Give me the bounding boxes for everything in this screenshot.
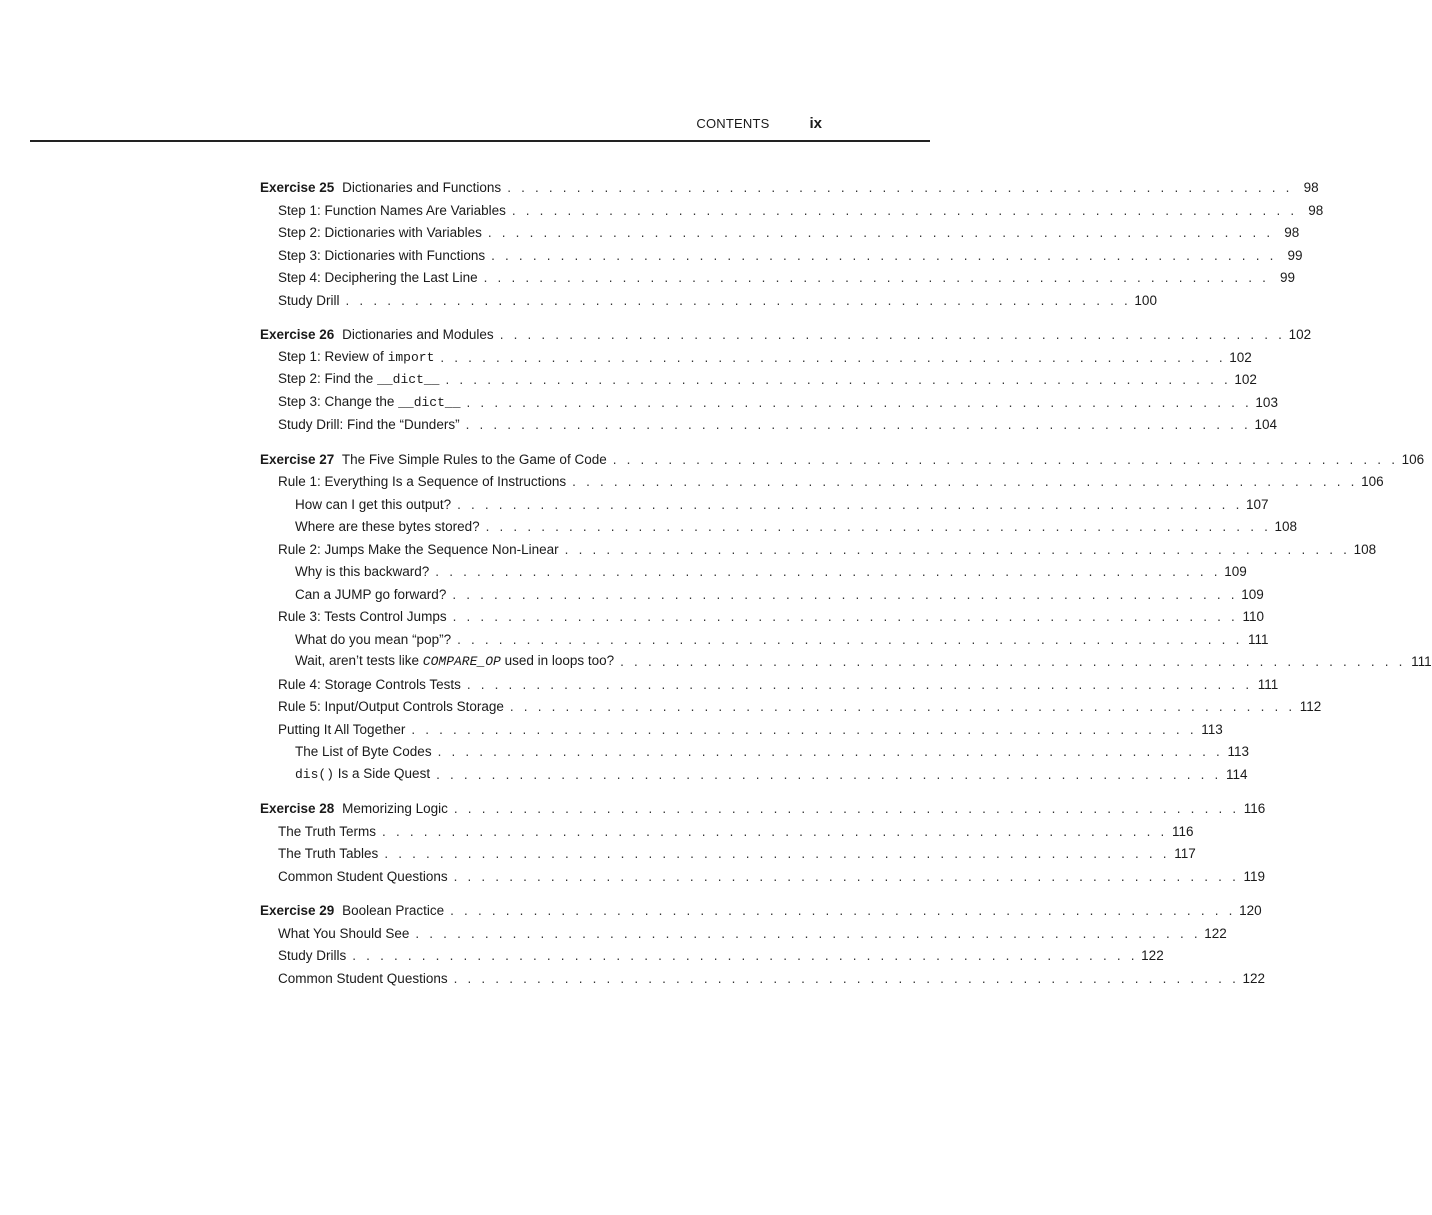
toc-entry-title: Rule 3: Tests Control Jumps [278, 609, 447, 624]
dot-leader: . . . . . . . . . . . . . . . . . . . . . . . . . . . . . . . . . . . . . . . . . . . . . . . . . . . . . . . . . [612, 451, 1399, 467]
toc-subentry[interactable] [260, 516, 1298, 539]
dot-leader: . . . . . . . . . . . . . . . . . . . . . . . . . . . . . . . . . . . . . . . . . . . . . . . . . . . . . . . . . [564, 541, 1351, 557]
toc-page-number: 107 [1246, 496, 1269, 512]
code-term: import [387, 349, 435, 365]
toc-page-number: 102 [1234, 372, 1257, 387]
toc-entry-title: Step 2: Find the [278, 371, 378, 386]
toc-page-number: 103 [1255, 394, 1278, 410]
toc-entry-title: Can a JUMP go forward? [295, 586, 447, 602]
toc-page-number: 120 [1239, 903, 1262, 918]
toc-page-number: 108 [1274, 519, 1298, 534]
toc-entry-title-suffix: used in loops too? [500, 653, 615, 668]
toc-page-number: 99 [1280, 270, 1296, 285]
toc-entry-exercise-26[interactable] [260, 324, 1312, 347]
toc-entry-title: Why is this backward? [295, 564, 430, 579]
page-number: ix [809, 115, 822, 132]
toc-entry[interactable] [260, 471, 1384, 494]
dot-leader: . . . . . . . . . . . . . . . . . . . . . . . . . . . . . . . . . . . . . . . . . . . . . . . . . . . . . . . . . [437, 744, 1224, 759]
toc-page-number: 116 [1171, 823, 1194, 839]
toc-entry[interactable] [260, 945, 1164, 968]
toc-subentry[interactable] [260, 651, 1432, 674]
toc-page-number: 122 [1204, 925, 1227, 941]
toc-entry[interactable] [260, 392, 1278, 415]
toc-page-number: 102 [1229, 349, 1252, 365]
exercise-title: Memorizing Logic [342, 801, 448, 816]
dot-leader: . . . . . . . . . . . . . . . . . . . . . . . . . . . . . . . . . . . . . . . . . . . . . . . . . . . . . . . . . [384, 846, 1170, 861]
exercise-number: Exercise 25 [260, 180, 335, 195]
dot-leader: . . . . . . . . . . . . . . . . . . . . . . . . . . . . . . . . . . . . . . . . . . . . . . . . . . . . . . . . . [485, 519, 1272, 534]
dot-leader: . . . . . . . . . . . . . . . . . . . . . . . . . . . . . . . . . . . . . . . . . . . . . . . . . . . . . . . . . [450, 903, 1236, 918]
toc-entry-title: Study Drills [278, 948, 347, 963]
toc-page-number: 108 [1353, 541, 1377, 557]
toc-entry-exercise-25[interactable] [260, 177, 1319, 200]
exercise-title: Dictionaries and Modules [342, 327, 494, 342]
dot-leader: . . . . . . . . . . . . . . . . . . . . . . . . . . . . . . . . . . . . . . . . . . . . . . . . . . . . . . . . . [436, 766, 1222, 782]
code-term: __dict__ [398, 394, 461, 410]
toc-entry-title: The Truth Terms [278, 823, 377, 839]
toc-page-number: 112 [1299, 699, 1322, 714]
dot-leader: . . . . . . . . . . . . . . . . . . . . . . . . . . . . . . . . . . . . . . . . . . . . . . . . . . . . . . . . . [483, 270, 1270, 285]
toc-page-number: 109 [1241, 586, 1264, 602]
toc-page-number: 98 [1303, 180, 1319, 195]
toc-entry-title: Study Drill: Find the “Dunders” [278, 417, 460, 432]
toc-entry-title: Rule 4: Storage Controls Tests [278, 676, 461, 692]
toc-section-exercise-25 [260, 177, 1324, 312]
dot-leader: . . . . . . . . . . . . . . . . . . . . . . . . . . . . . . . . . . . . . . . . . . . . . . . . . . . . . . . . . [509, 699, 1296, 714]
toc-entry-title: Common Student Questions [278, 970, 448, 986]
toc-page-number: 102 [1288, 327, 1312, 342]
toc-entry-title: What do you mean “pop”? [295, 631, 452, 647]
dot-leader: . . . . . . . . . . . . . . . . . . . . . . . . . . . . . . . . . . . . . . . . . . . . . . . . . . . . . . . . . [352, 948, 1138, 963]
toc-page-number: 119 [1243, 868, 1266, 884]
dot-leader: . . . . . . . . . . . . . . . . . . . . . . . . . . . . . . . . . . . . . . . . . . . . . . . . . . . . . . . . . [411, 721, 1197, 737]
dot-leader: . . . . . . . . . . . . . . . . . . . . . . . . . . . . . . . . . . . . . . . . . . . . . . . . . . . . . . . . . [487, 225, 1274, 240]
toc-entry-title: What You Should See [278, 925, 410, 941]
toc-entry[interactable] [260, 290, 1157, 313]
toc-entry[interactable] [260, 923, 1227, 946]
toc-entry[interactable] [260, 539, 1377, 562]
toc-page-number: 111 [1257, 676, 1279, 692]
header-rule [30, 140, 930, 142]
toc-entry[interactable] [260, 222, 1300, 245]
toc-subentry[interactable] [260, 629, 1269, 652]
toc-entry-title: Rule 5: Input/Output Controls Storage [278, 699, 504, 714]
toc-entry[interactable] [260, 245, 1303, 268]
toc-page-number: 111 [1411, 654, 1432, 669]
toc-entry[interactable] [260, 200, 1324, 223]
toc-page-number: 109 [1224, 564, 1247, 579]
toc-entry[interactable] [260, 843, 1196, 866]
toc-entry-title: How can I get this output? [295, 496, 452, 512]
toc-section-exercise-26 [260, 324, 1312, 437]
toc-section-exercise-28 [260, 798, 1266, 888]
toc-entry-title: Study Drill [278, 292, 340, 308]
toc-page-number: 110 [1242, 609, 1265, 624]
dot-leader: . . . . . . . . . . . . . . . . . . . . . . . . . . . . . . . . . . . . . . . . . . . . . . . . . . . . . . . . . [466, 394, 1252, 410]
toc-entry-title: Step 1: Review of [278, 348, 388, 364]
dot-leader: . . . . . . . . . . . . . . . . . . . . . . . . . . . . . . . . . . . . . . . . . . . . . . . . . . . . . . . . . [465, 417, 1252, 432]
exercise-number: Exercise 26 [260, 327, 335, 342]
toc-entry-title: The Truth Tables [278, 846, 379, 861]
code-term: COMPARE_OP [422, 654, 501, 669]
running-head [696, 115, 822, 132]
dot-leader: . . . . . . . . . . . . . . . . . . . . . . . . . . . . . . . . . . . . . . . . . . . . . . . . . . . . . . . . . [453, 868, 1240, 884]
toc-entry[interactable] [260, 347, 1252, 370]
dot-leader: . . . . . . . . . . . . . . . . . . . . . . . . . . . . . . . . . . . . . . . . . . . . . . . . . . . . . . . . . [507, 180, 1293, 195]
toc-entry[interactable] [260, 414, 1278, 437]
toc-page-number: 114 [1225, 766, 1248, 782]
dot-leader: . . . . . . . . . . . . . . . . . . . . . . . . . . . . . . . . . . . . . . . . . . . . . . . . . . . . . . . . . [457, 631, 1243, 647]
toc-entry[interactable] [260, 267, 1296, 290]
exercise-title: The Five Simple Rules to the Game of Code [341, 451, 607, 467]
dot-leader: . . . . . . . . . . . . . . . . . . . . . . . . . . . . . . . . . . . . . . . . . . . . . . . . . . . . . . . . . [620, 654, 1406, 669]
toc-subentry[interactable] [260, 584, 1264, 607]
running-head-label: CONTENTS [696, 116, 770, 131]
dot-leader: . . . . . . . . . . . . . . . . . . . . . . . . . . . . . . . . . . . . . . . . . . . . . . . . . . . . . . . . . [572, 474, 1358, 489]
toc-entry[interactable] [260, 369, 1257, 392]
toc-entry-exercise-27[interactable] [260, 449, 1425, 472]
exercise-number: Exercise 29 [260, 903, 335, 918]
table-of-contents [260, 177, 1432, 1002]
toc-entry-title: Rule 2: Jumps Make the Sequence Non-Linear [278, 541, 559, 557]
toc-page-number: 116 [1243, 801, 1266, 816]
toc-page-number: 98 [1308, 202, 1324, 218]
toc-entry-title: The List of Byte Codes [295, 744, 432, 759]
toc-entry-title: Step 1: Function Names Are Variables [278, 202, 506, 218]
toc-subentry[interactable] [260, 494, 1269, 517]
toc-page-number: 106 [1361, 474, 1384, 489]
toc-entry-exercise-29[interactable] [260, 900, 1262, 923]
toc-section-exercise-29 [260, 900, 1266, 990]
toc-entry-title: Step 3: Change the [278, 393, 399, 409]
dot-leader: . . . . . . . . . . . . . . . . . . . . . . . . . . . . . . . . . . . . . . . . . . . . . . . . . . . . . . . . . [345, 292, 1131, 308]
toc-subentry[interactable] [260, 561, 1247, 584]
toc-subentry[interactable] [260, 764, 1248, 787]
toc-entry-exercise-28[interactable] [260, 798, 1266, 821]
dot-leader: . . . . . . . . . . . . . . . . . . . . . . . . . . . . . . . . . . . . . . . . . . . . . . . . . . . . . . . . . [452, 586, 1238, 602]
dot-leader: . . . . . . . . . . . . . . . . . . . . . . . . . . . . . . . . . . . . . . . . . . . . . . . . . . . . . . . . . [499, 327, 1286, 342]
toc-page-number: 113 [1201, 721, 1223, 737]
toc-page-number: 98 [1284, 225, 1300, 240]
toc-entry-title: Step 2: Dictionaries with Variables [278, 225, 482, 240]
toc-entry[interactable] [260, 719, 1223, 742]
code-term: dis() [295, 766, 335, 782]
toc-entry[interactable] [260, 674, 1279, 697]
toc-page-number: 117 [1174, 846, 1196, 861]
toc-entry[interactable] [260, 968, 1266, 991]
toc-section-exercise-27 [260, 449, 1432, 787]
toc-page-number: 113 [1227, 744, 1250, 759]
exercise-number: Exercise 27 [260, 451, 335, 467]
toc-entry[interactable] [260, 696, 1322, 719]
dot-leader: . . . . . . . . . . . . . . . . . . . . . . . . . . . . . . . . . . . . . . . . . . . . . . . . . . . . . . . . . [466, 676, 1253, 692]
toc-page-number: 106 [1401, 451, 1425, 467]
toc-entry[interactable] [260, 821, 1194, 844]
toc-entry-title: Is a Side Quest [334, 765, 431, 781]
dot-leader: . . . . . . . . . . . . . . . . . . . . . . . . . . . . . . . . . . . . . . . . . . . . . . . . . . . . . . . . . [453, 970, 1240, 986]
toc-entry[interactable] [260, 606, 1265, 629]
toc-entry-title: Rule 1: Everything Is a Sequence of Instructions [278, 474, 567, 489]
dot-leader: . . . . . . . . . . . . . . . . . . . . . . . . . . . . . . . . . . . . . . . . . . . . . . . . . . . . . . . . . [491, 247, 1277, 263]
toc-entry[interactable] [260, 866, 1266, 889]
dot-leader: . . . . . . . . . . . . . . . . . . . . . . . . . . . . . . . . . . . . . . . . . . . . . . . . . . . . . . . . . [453, 801, 1240, 816]
exercise-number: Exercise 28 [260, 801, 335, 816]
dot-leader: . . . . . . . . . . . . . . . . . . . . . . . . . . . . . . . . . . . . . . . . . . . . . . . . . . . . . . . . . [511, 202, 1298, 218]
toc-entry-title: Wait, aren’t tests like [295, 653, 423, 668]
dot-leader: . . . . . . . . . . . . . . . . . . . . . . . . . . . . . . . . . . . . . . . . . . . . . . . . . . . . . . . . . [440, 349, 1226, 365]
toc-entry-title: Common Student Questions [278, 868, 448, 884]
toc-page-number: 104 [1254, 417, 1278, 432]
toc-entry-title: Putting It All Together [278, 721, 406, 737]
toc-page-number: 100 [1134, 292, 1157, 308]
toc-entry-title: Step 3: Dictionaries with Functions [278, 247, 486, 263]
exercise-title: Dictionaries and Functions [342, 180, 502, 195]
code-term: __dict__ [377, 372, 440, 387]
dot-leader: . . . . . . . . . . . . . . . . . . . . . . . . . . . . . . . . . . . . . . . . . . . . . . . . . . . . . . . . . [445, 372, 1231, 387]
toc-page-number: 122 [1141, 948, 1164, 963]
toc-subentry[interactable] [260, 741, 1250, 764]
dot-leader: . . . . . . . . . . . . . . . . . . . . . . . . . . . . . . . . . . . . . . . . . . . . . . . . . . . . . . . . . [452, 609, 1239, 624]
toc-entry-title: Where are these bytes stored? [295, 519, 480, 534]
toc-page-number: 99 [1287, 247, 1303, 263]
toc-entry-title: Step 4: Deciphering the Last Line [278, 270, 478, 285]
dot-leader: . . . . . . . . . . . . . . . . . . . . . . . . . . . . . . . . . . . . . . . . . . . . . . . . . . . . . . . . . [415, 925, 1201, 941]
dot-leader: . . . . . . . . . . . . . . . . . . . . . . . . . . . . . . . . . . . . . . . . . . . . . . . . . . . . . . . . . [382, 823, 1168, 839]
exercise-title: Boolean Practice [342, 903, 445, 918]
dot-leader: . . . . . . . . . . . . . . . . . . . . . . . . . . . . . . . . . . . . . . . . . . . . . . . . . . . . . . . . . [457, 496, 1243, 512]
toc-page-number: 122 [1242, 970, 1266, 986]
dot-leader: . . . . . . . . . . . . . . . . . . . . . . . . . . . . . . . . . . . . . . . . . . . . . . . . . . . . . . . . . [435, 564, 1221, 579]
toc-page-number: 111 [1248, 631, 1269, 647]
